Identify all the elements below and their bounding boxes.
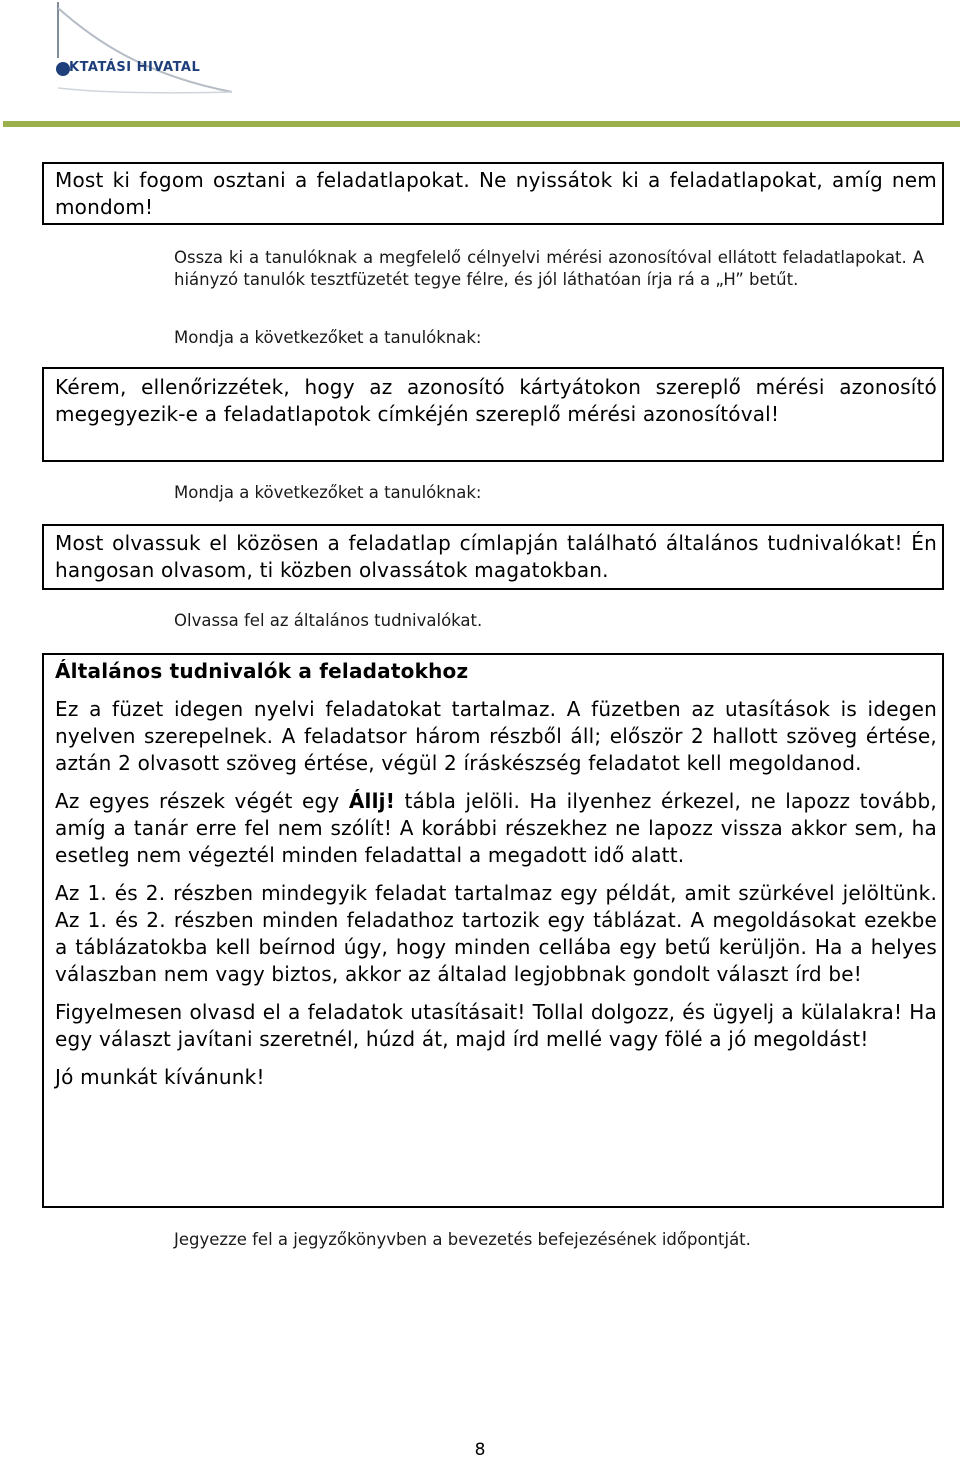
teacher-speech-box-1 [42,162,944,225]
teacher-speech-box-3 [42,524,944,590]
instruction-5: Jegyezze fel a jegyzőkönyvben a bevezetés befejezésének időpontját. [174,1230,751,1249]
general-info-title: Általános tudnivalók a feladatokhoz [55,659,469,683]
general-info-p3: Az 1. és 2. részben mindegyik feladat tartalmaz egy példát, amit szürkével jelöltünk. Az 1. és 2. részben minden feladathoz tartozik egy táblázat. A megoldásokat ezekbe a táblázatokba kell beírnod úgy, hogy minden cellába egy betű kerüljön. Ha a helyes válaszban nem vagy biztos, akkor az általad legjobbnak gondolt választ írd be! [55,881,937,986]
instruction-1: Ossza ki a tanulóknak a megfelelő célnyelvi mérési azonosítóval ellátott feladatlapokat. A hiányzó tanulók tesztfüzetét tegye félre, és jól láthatóan írja rá a „H” betűt. [174,248,924,289]
general-info-p2-b: tábla jelöli. Ha ilyenhez érkezel, ne lapozz tovább, amíg a tanár erre fel nem szólít! A korábbi részekhez ne lapozz vissza akkor sem, ha esetleg nem végeztél minden feladattal a megadott idő alatt. [55,789,937,867]
header-rule [3,121,960,127]
general-info-p5: Jó munkát kívánunk! [55,1065,265,1089]
logo-text: KTATÁSI HIVATAL [69,60,201,75]
instruction-3: Mondja a következőket a tanulóknak: [174,483,482,502]
page-number: 8 [474,1440,486,1460]
general-info-p4: Figyelmesen olvasd el a feladatok utasításait! Tollal dolgozz, és ügyelj a külalakra! Ha egy választ javítani szeretnél, húzd át, majd írd mellé vagy fölé a jó megoldást! [55,1000,937,1051]
teacher-speech-box-2 [42,367,944,462]
logo-swoosh-icon [54,0,244,100]
oktatasi-hivatal-logo [54,0,244,100]
general-info-p1: Ez a füzet idegen nyelvi feladatokat tartalmaz. A füzetben az utasítások is idegen nyelven szerepelnek. A feladatsor három részből áll; először 2 hallott szöveg értése, aztán 2 olvasott szöveg értése, végül 2 íráskészség feladatot kell megoldanod. [55,697,937,775]
speech-text-1: Most ki fogom osztani a feladatlapokat. Ne nyissátok ki a feladatlapokat, amíg nem mondom! [55,168,937,219]
general-info-p2-a: Az egyes részek végét egy [55,789,349,813]
stop-sign-label: Állj! [348,789,396,813]
speech-text-2: Kérem, ellenőrizzétek, hogy az azonosító kártyátokon szereplő mérési azonosító megegyezik-e a feladatlapotok címkéjén szereplő mérési azonosítóval! [55,375,937,426]
instruction-2: Mondja a következőket a tanulóknak: [174,328,482,347]
speech-text-3: Most olvassuk el közösen a feladatlap címlapján található általános tudnivalókat! Én hangosan olvasom, ti közben olvassátok magatokban. [55,531,937,582]
general-info-p2 [55,788,937,869]
instruction-4: Olvassa fel az általános tudnivalókat. [174,611,483,630]
general-info-box [42,653,944,1208]
